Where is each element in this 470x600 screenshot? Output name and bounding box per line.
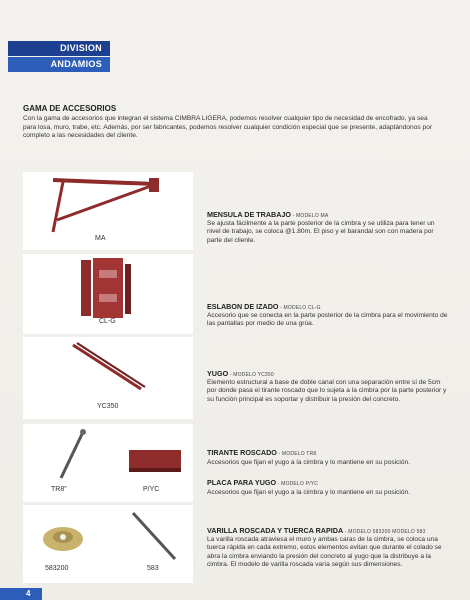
product-panel-ma xyxy=(23,172,193,250)
model-code: - MODELO YC350 xyxy=(228,372,274,378)
tab-andamios[interactable]: ANDAMIOS xyxy=(8,57,110,72)
model-code: - MODELO MA xyxy=(291,213,329,219)
product-title-clg xyxy=(207,302,321,311)
product-desc-yc350: Elemento estructural a base de doble canal con una separación entre sí de 5cm por donde pasa el tirante roscado que lo sujeta a la cimbra por la parte posterior y su función principal es soportar y distribuir la presión del concreto. xyxy=(207,379,447,403)
tirante-roscado-image xyxy=(43,428,103,488)
product-desc-583200: La varilla roscada atraviesa el muro y ambas caras de la cimbra, se coloca una tuerca rápida en cada extremo, estos elementos evitan que durante el colado se abra la cimbra enviando la presión del concreto al yugo que la distribuye a la cimbra. El modelo de varilla roscada varía según sus dimensiones. xyxy=(207,536,442,568)
section-tabs xyxy=(8,41,110,72)
tuerca-rapida-image xyxy=(37,515,97,565)
title-text: ESLABON DE IZADO xyxy=(207,302,279,311)
product-panel-yc350 xyxy=(23,337,193,419)
page-number: 4 xyxy=(0,588,42,600)
product-panel-583 xyxy=(23,505,193,583)
intro-paragraph: Con la gama de accesorios que integran el sistema CIMBRA LIGERA, podemos resolver cualquier tipo de necesidad de encofrado, ya sea para losa, muro, trabe, etc. Además, por ser fabricantes, podemos resolver cualquier condición especial que se presente, adaptándonos por completo a las necesidades del cliente. xyxy=(23,115,433,139)
product-title-pyc xyxy=(207,478,318,487)
product-label: CL-G xyxy=(99,318,116,325)
product-label: 583200 xyxy=(45,565,69,572)
model-code: - MODELO CL-G xyxy=(278,305,321,311)
product-label: 583 xyxy=(147,565,159,572)
title-text: VARILLA ROSCADA Y TUERCA RAPIDA xyxy=(207,526,344,535)
product-title-583200 xyxy=(207,526,426,535)
product-label: P/YC xyxy=(143,486,160,493)
title-text: YUGO xyxy=(207,369,229,378)
product-desc-ma: Se ajusta fácilmente a la parte posterior de la cimbra y se utiliza para tener un nivel de trabajo, se coloca @1.80m. El piso y el barandal son con madera por parte del cliente. xyxy=(207,220,435,244)
model-code: - MODELO P/YC xyxy=(276,481,319,487)
product-panel-tr8-pyc xyxy=(23,424,193,502)
section-heading: GAMA DE ACCESORIOS xyxy=(23,104,117,113)
product-title-tr8 xyxy=(207,448,316,457)
product-label: YC350 xyxy=(97,403,119,410)
product-label: MA xyxy=(95,235,106,242)
product-title-ma xyxy=(207,210,328,219)
product-panel-clg xyxy=(23,254,193,334)
product-label: TR8" xyxy=(51,486,67,493)
placa-yugo-image xyxy=(121,436,191,486)
product-title-yc350 xyxy=(207,369,274,378)
product-desc-pyc: Accesorios que fijan el yugo a la cimbra y lo mantiene en su posición. xyxy=(207,489,411,496)
title-text: PLACA PARA YUGO xyxy=(207,478,277,487)
product-desc-tr8: Accesorios que fijan el yugo a la cimbra y lo mantiene en su posición. xyxy=(207,459,411,466)
mensula-bracket-image xyxy=(23,172,193,250)
tab-division[interactable]: DIVISION xyxy=(8,41,110,56)
product-desc-clg: Accesorio que se conecta en la parte posterior de la cimbra para el movimiento de las pantallas por medio de una grúa. xyxy=(207,312,448,328)
title-text: MENSULA DE TRABAJO xyxy=(207,210,291,219)
model-code: - MODELO 583200 MODELO 583 xyxy=(343,529,426,535)
model-code: - MODELO TR8 xyxy=(276,451,317,457)
varilla-roscada-image xyxy=(123,509,193,569)
title-text: TIRANTE ROSCADO xyxy=(207,448,277,457)
